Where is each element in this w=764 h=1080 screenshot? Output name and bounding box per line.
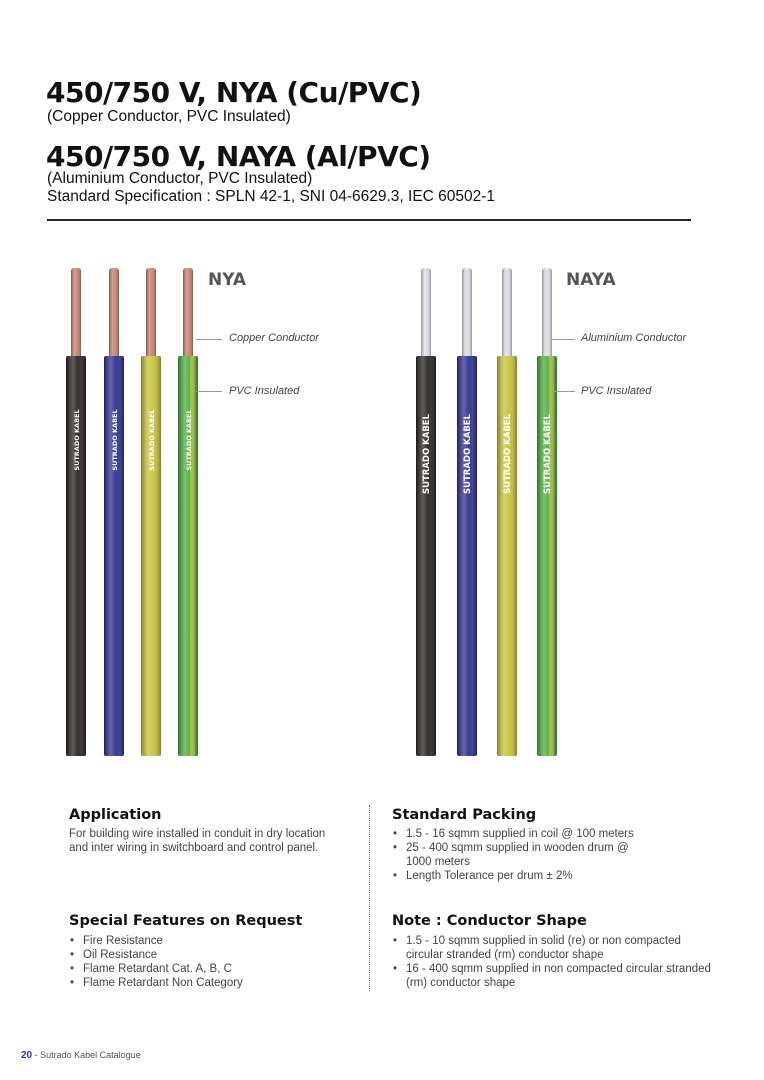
- naya-conductor-callout: Aluminium Conductor: [581, 332, 687, 344]
- nya-conductor-shade: [146, 268, 156, 362]
- list-item: • Flame Retardant Cat. A, B, C: [69, 962, 349, 976]
- nya-insulation-leader: [196, 391, 222, 392]
- subtitle-naya: (Aluminium Conductor, PVC Insulated): [47, 170, 313, 187]
- nya-label: NYA: [208, 270, 247, 290]
- naya-insulation-leader: [552, 391, 575, 392]
- nya-conductor-callout: Copper Conductor: [229, 332, 319, 344]
- nya-conductor-shade: [183, 268, 193, 362]
- naya-conductor-shade: [502, 268, 512, 362]
- note-list: [392, 934, 712, 990]
- list-item: • Fire Resistance: [69, 934, 349, 948]
- section-divider: [369, 805, 370, 991]
- list-item: • Flame Retardant Non Category: [69, 976, 349, 990]
- application-text: For building wire installed in conduit in dry location and inter wiring in switchboard and control panel.: [69, 828, 326, 854]
- naya-conductor-shade: [462, 268, 472, 362]
- naya-conductor-shade: [542, 268, 552, 362]
- nya-print-text: SUTRADO KABEL: [73, 409, 81, 471]
- nya-conductor-shade: [109, 268, 119, 362]
- naya-print-text: SUTRADO KABEL: [463, 413, 473, 495]
- packing-list: [392, 827, 692, 883]
- naya-conductor-leader: [552, 339, 575, 340]
- footer-text: - Sutrado Kabel Catalogue: [32, 1050, 141, 1060]
- features-list: [69, 934, 349, 990]
- page-footer: [21, 1050, 141, 1061]
- naya-print-text: SUTRADO KABEL: [503, 413, 513, 495]
- naya-print-text: SUTRADO KABEL: [543, 413, 553, 495]
- list-item: • Length Tolerance per drum ± 2%: [392, 869, 692, 883]
- application-heading: Application: [69, 807, 162, 823]
- features-heading: Special Features on Request: [69, 913, 303, 929]
- list-item: • 25 - 400 sqmm supplied in wooden drum @ 1000 meters: [392, 841, 631, 869]
- note-heading: Note : Conductor Shape: [392, 913, 587, 929]
- naya-label: NAYA: [566, 270, 616, 290]
- list-item: • 1.5 - 16 sqmm supplied in coil @ 100 meters: [392, 827, 692, 841]
- subtitle-nya: (Copper Conductor, PVC Insulated): [47, 108, 291, 125]
- packing-heading: Standard Packing: [392, 807, 537, 823]
- standard-spec: Standard Specification : SPLN 42-1, SNI 04-6629.3, IEC 60502-1: [47, 188, 496, 205]
- nya-print-text: SUTRADO KABEL: [185, 409, 193, 471]
- naya-conductor-shade: [421, 268, 431, 362]
- nya-insulation-callout: PVC Insulated: [229, 385, 300, 397]
- nya-conductor-leader: [196, 339, 222, 340]
- naya-print-text: SUTRADO KABEL: [422, 413, 432, 495]
- list-item: • 1.5 - 10 sqmm supplied in solid (re) or non compacted circular stranded (rm) conductor shape: [392, 934, 712, 962]
- nya-print-text: SUTRADO KABEL: [148, 409, 156, 471]
- nya-conductor-shade: [71, 268, 81, 362]
- title-naya: 450/750 V, NAYA (Al/PVC): [46, 140, 431, 173]
- naya-insulation-callout: PVC Insulated: [581, 385, 652, 397]
- nya-print-text: SUTRADO KABEL: [111, 409, 119, 471]
- list-item: • 16 - 400 sqmm supplied in non compacted circular stranded (rm) conductor shape: [392, 962, 712, 990]
- title-nya: 450/750 V, NYA (Cu/PVC): [46, 76, 422, 109]
- page-number: 20: [21, 1050, 33, 1061]
- list-item: • Oil Resistance: [69, 948, 349, 962]
